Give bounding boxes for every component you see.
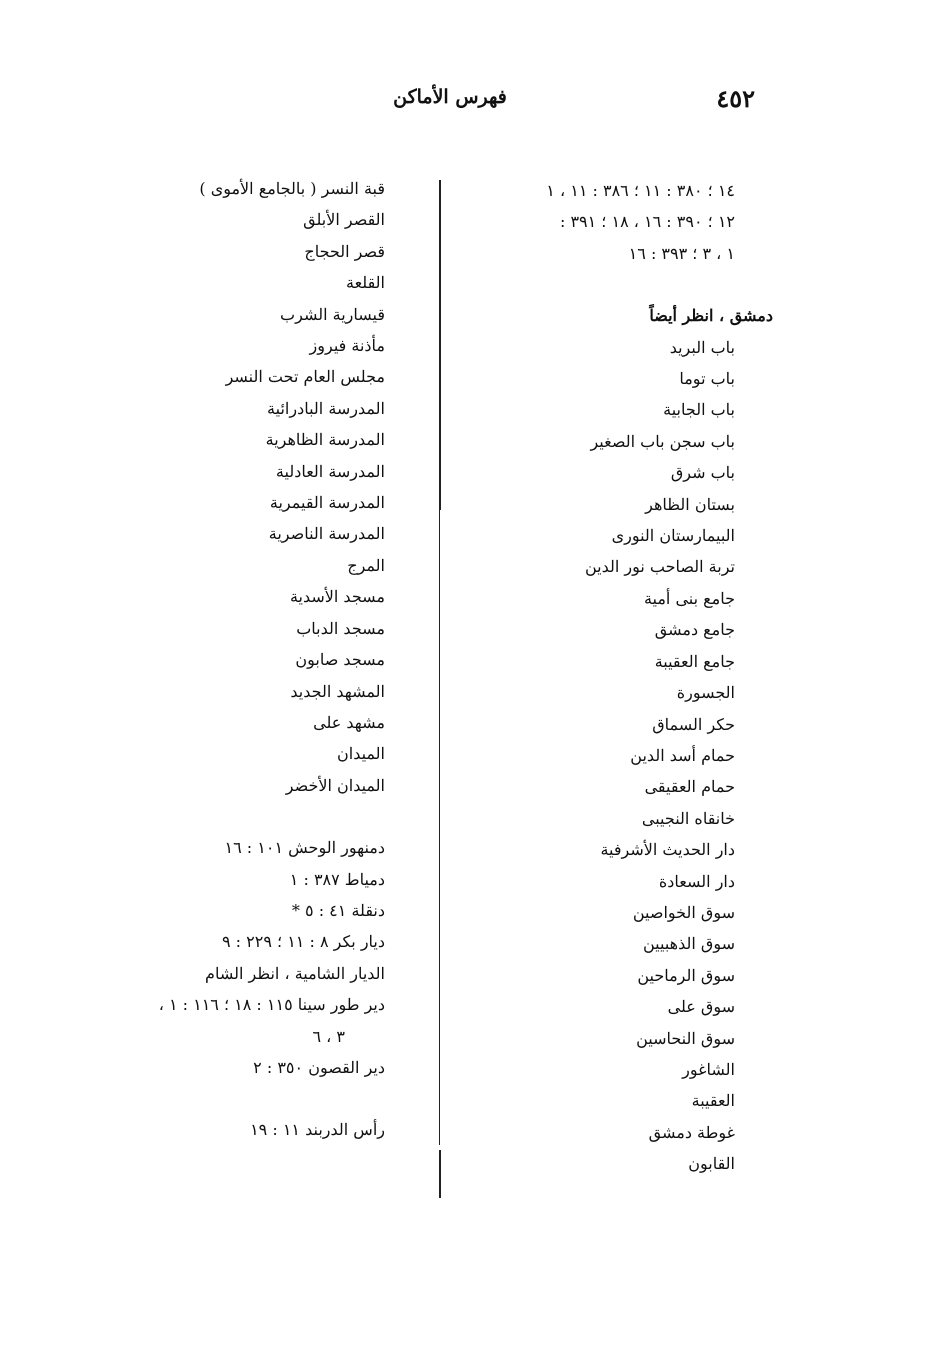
continuation-line: ١ ، ٣ ؛ ٣٩٣ : ١٦ <box>628 243 735 263</box>
continuation-line: ١٤ ؛ ٣٨٠ : ١١ ؛ ٣٨٦ : ١١ ، ١ <box>546 181 735 200</box>
index-entry: جامع العقيبة <box>654 651 735 671</box>
index-entry: مسجد صابون <box>295 650 385 670</box>
index-entry: حمام العقيقى <box>644 777 735 797</box>
index-entry: رأس الدربند ١١ : ١٩ <box>250 1120 385 1140</box>
page-header <box>0 84 945 118</box>
continuation-line: ١٢ ؛ ٣٩٠ : ١٦ ، ١٨ ؛ ٣٩١ : <box>559 212 735 232</box>
column-divider <box>439 180 441 510</box>
index-entry: دار السعادة <box>658 871 735 891</box>
spacer <box>455 269 735 300</box>
index-entry: مجلس العام تحت النسر <box>225 367 385 387</box>
index-entry: المدرسة البادرائية <box>267 398 385 418</box>
column-divider <box>439 1150 441 1198</box>
index-entry: مأذنة فيروز <box>309 336 385 356</box>
index-entry: سوق الخواصين <box>632 902 735 922</box>
index-entry: باب توما <box>679 369 735 389</box>
index-entry: مشهد على <box>313 712 385 732</box>
index-entry: قيسارية الشرب <box>280 304 385 324</box>
index-entry: دمنهور الوحش ١٠١ : ١٦ <box>224 838 385 858</box>
index-entry: المدرسة الناصرية <box>268 524 385 544</box>
index-entry: العقيبة <box>691 1091 735 1111</box>
index-entry: الميدان الأخضر <box>285 775 385 795</box>
index-entry: الميدان <box>337 744 385 764</box>
index-entry: مسجد الأسدية <box>289 587 385 607</box>
index-entry: قبة النسر ( بالجامع الأموى ) <box>199 179 385 198</box>
index-entry: المدرسة القيمرية <box>269 493 385 513</box>
index-entry: دمياط ٣٨٧ : ١ <box>289 869 385 889</box>
index-entry: الديار الشامية ، انظر الشام <box>205 963 385 983</box>
index-entry: الجسورة <box>676 683 735 703</box>
index-entry: سوق الرماحين <box>637 965 735 985</box>
spacer <box>55 801 385 832</box>
index-entry-continuation: ٣ ، ٦ <box>312 1026 345 1046</box>
index-entry: البيمارستان النورى <box>611 526 735 546</box>
index-entry: سوق على <box>667 997 735 1017</box>
column-divider <box>439 505 440 1145</box>
index-entry: باب البريد <box>669 337 735 357</box>
index-entry: باب سجن باب الصغير <box>590 431 735 451</box>
index-entry: دنقلة ٤١ : ٥ * <box>291 900 385 920</box>
spacer <box>55 1083 385 1114</box>
index-entry: حمام أسد الدين <box>630 745 735 765</box>
index-entry: ديار بكر ٨ : ١١ ؛ ٢٢٩ : ٩ <box>221 932 385 952</box>
index-entry: دار الحديث الأشرفية <box>600 840 735 860</box>
index-entry: المدرسة العادلية <box>275 461 385 481</box>
index-heading: دمشق ، انظر أيضاً <box>649 306 773 326</box>
index-entry: غوطة دمشق <box>648 1122 735 1142</box>
index-entry: جامع بنى أمية <box>643 588 735 608</box>
index-entry: سوق النحاسين <box>636 1028 735 1048</box>
index-entry: حكر السماق <box>652 714 735 734</box>
left-column <box>55 173 385 1146</box>
index-entry: مسجد الدباب <box>296 618 385 638</box>
index-entry: دير طور سينا ١١٥ : ١٨ ؛ ١١٦ : ١ ، <box>158 995 385 1015</box>
index-entry: القابون <box>688 1154 735 1174</box>
index-entry: المدرسة الظاهرية <box>265 430 385 450</box>
right-column <box>455 175 773 1180</box>
index-entry: باب شرق <box>670 463 735 483</box>
page-number: ٤٥٢ <box>716 84 755 113</box>
index-entry: المشهد الجديد <box>290 681 385 701</box>
index-entry: الشاغور <box>682 1059 735 1079</box>
index-entry: تربة الصاحب نور الدين <box>584 557 735 577</box>
index-entry: باب الجابية <box>663 400 735 420</box>
index-entry: جامع دمشق <box>654 620 735 640</box>
index-entry: بستان الظاهر <box>645 494 735 514</box>
index-entry: المرج <box>347 555 385 575</box>
index-entry: خانقاه النجيبى <box>641 808 735 828</box>
index-entry: قصر الحجاج <box>304 241 385 261</box>
index-entry: سوق الذهبيين <box>643 934 735 954</box>
index-entry: القلعة <box>345 273 385 293</box>
index-entry: دير القصون ٣٥٠ : ٢ <box>253 1057 385 1077</box>
index-entry: القصر الأبلق <box>303 210 385 230</box>
running-title: فهرس الأماكن <box>393 86 507 108</box>
